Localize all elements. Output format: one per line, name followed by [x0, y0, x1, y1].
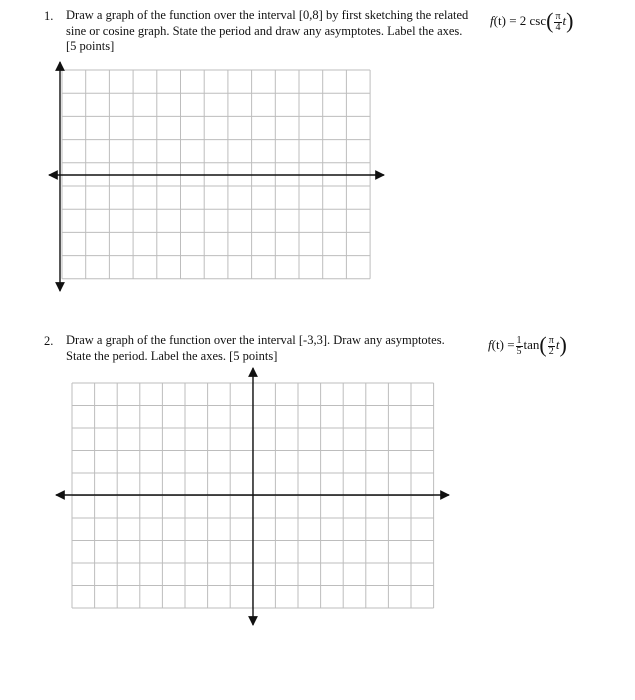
formula-1-equals: = 2 csc — [509, 13, 547, 28]
problem-1-line-3: [5 points] — [66, 39, 115, 53]
formula-1-arg-numerator: π — [555, 10, 561, 22]
problem-1-line-2: sine or cosine graph. State the period and draw any asymptotes. Label the axes. — [66, 23, 463, 38]
problem-1-number: 1. — [44, 9, 54, 23]
formula-2-equals: = — [507, 337, 515, 352]
formula-2-arg-numerator: π — [548, 334, 554, 346]
formula-2-tan: tan — [523, 337, 540, 352]
formula-2-coef-denominator: 5 — [516, 345, 522, 357]
problem-2-line-1: Draw a graph of the function over the interval [-3,3]. Draw any asymptotes. — [66, 333, 445, 347]
problem-2-formula: f(t) = $\frac{1}{5}$ tan( $\frac{\pi}{2}$ t) — [488, 332, 567, 357]
formula-1-function-name: f — [490, 13, 494, 28]
formula-2-coef-numerator: 1 — [516, 334, 522, 346]
graph-2-axes — [56, 368, 449, 625]
problem-2-number: 2. — [44, 334, 54, 348]
formula-2-variable: t — [495, 337, 500, 352]
formula-2-arg-denominator: 2 — [548, 345, 554, 357]
problem-2-line-2: State the period. Label the axes. [5 points] — [66, 348, 278, 363]
formula-1-variable: t — [497, 13, 502, 28]
problem-1-formula: f(t) = 2 csc( $\frac{\pi}{4}$ t) — [490, 8, 574, 33]
formula-1-arg-variable: t — [562, 13, 567, 28]
graph-1-axes — [49, 62, 384, 291]
formula-1-arg-denominator: 4 — [555, 21, 561, 33]
problem-1-line-1: Draw a graph of the function over the interval [0,8] by first sketching the related — [66, 8, 469, 22]
formula-2-arg-variable: t — [555, 337, 560, 352]
formula-2-function-name: f — [488, 337, 492, 352]
